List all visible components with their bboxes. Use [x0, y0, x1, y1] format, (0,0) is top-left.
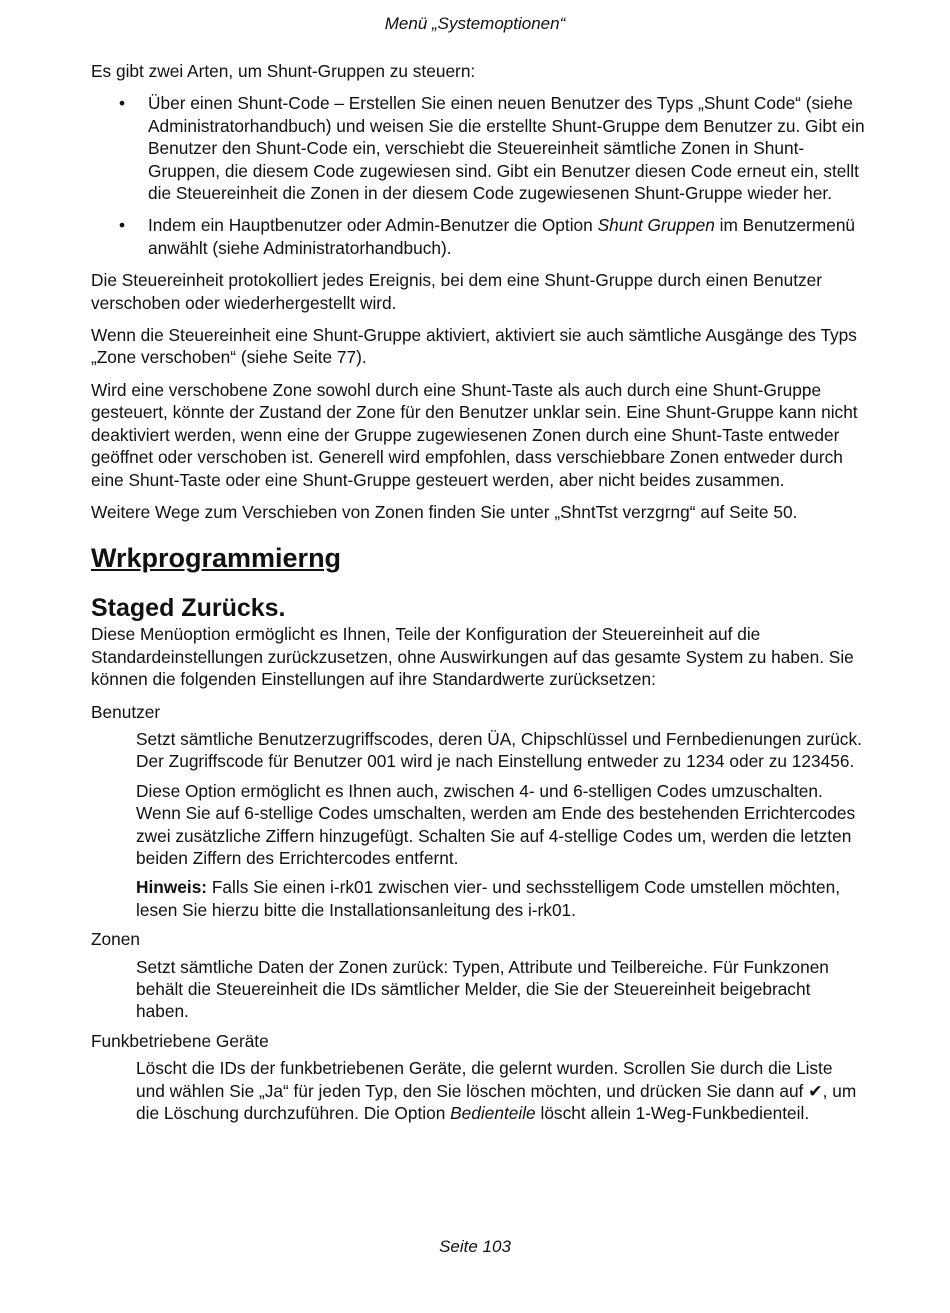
- section-heading: Wrkprogrammierng: [91, 543, 342, 574]
- funk-description: [136, 1057, 866, 1124]
- definition-funkgeraete: [136, 1057, 866, 1124]
- menu-option-bedienteile: Bedienteile: [450, 1103, 536, 1124]
- list-item-text: Über einen Shunt-Code – Erstellen Sie einen neuen Benutzer des Typs „Shunt Code“ (siehe Administratorhandbuch) und weisen Sie die erstellte Shunt-Gruppe dem Benutzer zu. Gibt ein Benutzer den Shunt-Code ein, verschiebt die Steuereinheit sämtliche Zonen in Shunt-Gruppen, die diesem Code zugewiesen sind. Gibt ein Benutzer diesen Code erneut ein, stellt die Steuereinheit die Zonen in der diesem Code zugewiesenen Shunt-Gruppe wieder her.: [148, 93, 865, 204]
- running-header: Menü „Systemoptionen“: [384, 14, 566, 33]
- bullet-icon: •: [119, 93, 126, 114]
- paragraph-weitere-wege: Weitere Wege zum Verschieben von Zonen finden Sie unter „ShntTst verzgrng“ auf Seite 50.: [91, 501, 798, 522]
- term-zonen: Zonen: [91, 929, 141, 950]
- page-number: Seite 103: [439, 1237, 511, 1256]
- list-item-text-before: Indem ein Hauptbenutzer oder Admin-Benutzer die Option: [148, 215, 598, 236]
- note-text: Falls Sie einen i-rk01 zwischen vier- und sechsstelligem Code umstellen möchten, lesen Sie hierzu bitte die Installationsanleitung des i-rk01.: [136, 877, 841, 920]
- list-item-shunt-gruppen: [91, 214, 866, 259]
- funk-text-before: Löscht die IDs der funkbetriebenen Geräte, die gelernt wurden. Scrollen Sie durch die Liste und wählen Sie „Ja“ für jeden Typ, den Sie löschen möchten, und drücken Sie dann auf: [136, 1058, 833, 1101]
- subsection-intro: Diese Menüoption ermöglicht es Ihnen, Teile der Konfiguration der Steuereinheit auf die Standardeinstellungen zurückzusetzen, ohne Auswirkungen auf das gesamte System zu haben. Sie können die folgenden Einstellungen auf ihre Standardwerte zurücksetzen:: [91, 624, 854, 690]
- benutzer-description: Setzt sämtliche Benutzerzugriffscodes, deren ÜA, Chipschlüssel und Fernbedienungen zurück. Der Zugriffscode für Benutzer 001 wird je nach Einstellung entweder zu 1234 oder zu 123456.: [136, 728, 862, 772]
- list-item-text-after: im Benutzermenü anwählt (siehe Administratorhandbuch).: [148, 215, 856, 258]
- paragraph-ausgaenge: Wenn die Steuereinheit eine Shunt-Gruppe aktiviert, aktiviert sie auch sämtliche Ausgänge des Typs „Zone verschoben“ (siehe Seite 77).: [91, 325, 857, 368]
- bullet-icon: •: [119, 215, 126, 236]
- subsection-heading: Staged Zurücks.: [91, 594, 286, 623]
- definition-benutzer: [136, 728, 866, 921]
- funk-text-after: löscht allein 1-Weg-Funkbedienteil.: [535, 1103, 810, 1124]
- bullet-list: [91, 92, 866, 259]
- term-funkgeraete: Funkbetriebene Geräte: [91, 1030, 269, 1051]
- definition-zonen: [136, 956, 866, 1023]
- term-benutzer: Benutzer: [91, 701, 161, 722]
- check-icon: ✔: [808, 1080, 823, 1101]
- paragraph-shunt-taste: Wird eine verschobene Zone sowohl durch eine Shunt-Taste als auch durch eine Shunt-Gruppe gesteuert, könnte der Zustand der Zone für den Benutzer unklar sein. Eine Shunt-Gruppe kann nicht deaktiviert werden, wenn eine der Gruppe zugewiesenen Zonen durch eine Shunt-Taste entweder geöffnet oder verschoben ist. Generell wird empfohlen, dass verschiebbare Zonen entweder durch eine Shunt-Taste oder eine Shunt-Gruppe gesteuert werden, aber nicht beides zusammen.: [91, 379, 858, 490]
- paragraph-protokoll: Die Steuereinheit protokolliert jedes Ereignis, bei dem eine Shunt-Gruppe durch einen Benutzer verschoben oder wiederhergestellt wird.: [91, 270, 823, 313]
- funk-text-middle: , um die Löschung durchzuführen. Die Option: [136, 1080, 857, 1124]
- note-paragraph: [136, 876, 866, 921]
- page-content: [91, 60, 866, 1131]
- list-item-shunt-code: [91, 92, 866, 204]
- intro-paragraph: Es gibt zwei Arten, um Shunt-Gruppen zu steuern:: [91, 61, 476, 81]
- benutzer-code-length: Diese Option ermöglicht es Ihnen auch, zwischen 4- und 6-stelligen Codes umzuschalten. Wenn Sie auf 6-stellige Codes umschalten, werden am Ende des bestehenden Errichtercodes zwei zusätzliche Ziffern hinzugefügt. Schalten Sie auf 4-stellige Codes um, werden die letzten beiden Ziffern des Errichtercodes entfernt.: [136, 780, 856, 868]
- note-label: Hinweis:: [136, 877, 208, 898]
- zonen-description: Setzt sämtliche Daten der Zonen zurück: Typen, Attribute und Teilbereiche. Für Funkzonen behält die Steuereinheit die IDs sämtlicher Melder, die Sie der Steuereinheit beigebracht haben.: [136, 956, 829, 1022]
- menu-option-shunt-gruppen: Shunt Gruppen: [597, 215, 715, 236]
